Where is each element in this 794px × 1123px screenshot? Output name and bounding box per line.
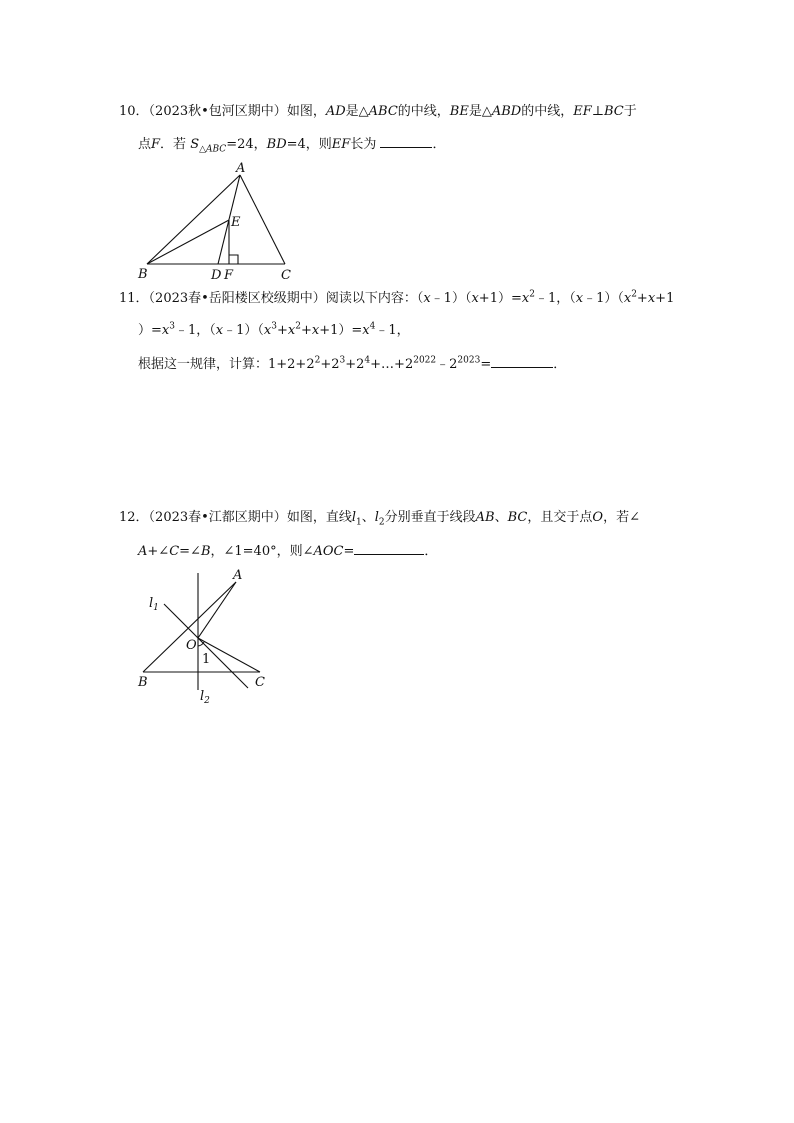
q11-line3: 根据这一规律，计算：$1+2+2^2+2^3+2^4+\dots+2^{2022}﹣2^{2023}=$ ．	[138, 355, 567, 372]
q12-segment-ab	[143, 582, 236, 672]
q10-label-c: C	[281, 268, 291, 283]
q12-source: （2023春•江都区期中）	[148, 510, 287, 525]
q12-angle-1-arc	[198, 642, 204, 646]
q10-number: 10．	[119, 104, 149, 119]
q10-source: （2023秋•包河区期中）	[148, 104, 287, 119]
q11-line2: ）$=x^3﹣1$，$(x﹣1)(x^3+x^2+x+1)=x^4﹣1$，	[138, 321, 410, 338]
q12-line-l1	[164, 604, 248, 688]
q12-label-c: C	[255, 675, 265, 690]
q12-label-l1: $l_1$	[149, 596, 159, 613]
q12-label-angle-1: 1	[202, 652, 211, 667]
q11-number: 11．	[119, 291, 149, 306]
q10-label-a: A	[236, 161, 246, 176]
q12-number: 12．	[119, 510, 149, 525]
q12-label-a: A	[233, 568, 243, 583]
q11-source: （2023春•岳阳楼区校级期中）	[148, 291, 326, 306]
q12-label-b: B	[138, 675, 148, 690]
q10-label-b: B	[138, 267, 148, 282]
q12-line2: A+∠C=∠B，∠1=40°，则∠AOC= ．	[138, 544, 438, 559]
q10-line2: 点F．若 $S_{\triangle ABC}=24$，BD=4，则EF长为 ．	[138, 137, 446, 155]
q10-label-e: E	[231, 215, 241, 230]
q10-label-d: D	[211, 268, 222, 283]
q11-line1: 11．（2023春•岳阳楼区校级期中）阅读以下内容：$(x﹣1)(x+1)=x^2﹣1$，$(x﹣1)(x^2+x+1$	[119, 289, 675, 306]
q12-line1: 12．（2023春•江都区期中）如图，直线$l_1$、$l_2$分别垂直于线段AB、BC，且交于点O，若∠	[119, 510, 640, 528]
q10-line1: 10．（2023秋•包河区期中）如图，AD是△ABC的中线，BE是△ABD的中线，EF⊥BC于	[119, 104, 637, 119]
q10-label-f: F	[224, 268, 234, 283]
q12-label-o: O	[186, 638, 197, 653]
q12-segment-oa	[198, 582, 236, 638]
q12-label-l2: $l_2$	[200, 689, 210, 706]
